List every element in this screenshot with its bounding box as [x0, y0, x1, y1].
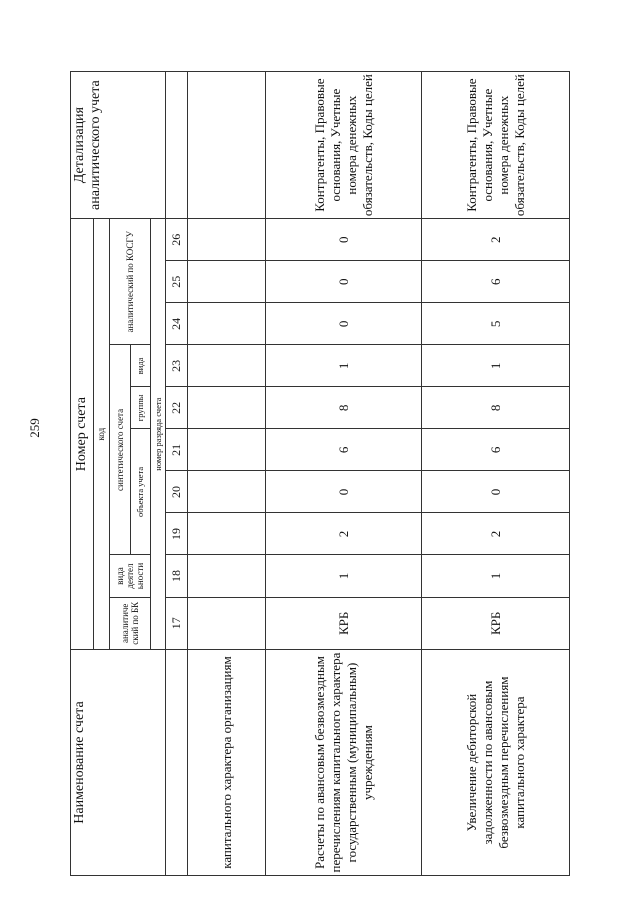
value-cell: [188, 597, 265, 650]
header-analytic-bk: аналитиче ский по БК: [110, 597, 151, 650]
value-cell: 8: [265, 387, 422, 429]
digit-cell: 26: [165, 219, 188, 261]
header-analytic-detail: Детализация аналитического учета: [71, 72, 166, 219]
value-cell: 0: [265, 303, 422, 345]
value-cell: [188, 555, 265, 597]
value-cell: 0: [265, 471, 422, 513]
table-row: [422, 72, 570, 876]
value-cell: [188, 471, 265, 513]
value-cell: 2: [422, 219, 570, 261]
header-accounting-object: объекта учета: [130, 429, 151, 555]
digit-cell: 19: [165, 513, 188, 555]
detail-cell: [188, 72, 265, 219]
value-cell: [188, 387, 265, 429]
value-cell: 1: [422, 555, 570, 597]
header-activity-type: вида деятел ьности: [110, 555, 151, 597]
value-cell: 0: [265, 261, 422, 303]
header-digit-number: номер разряда счета: [151, 219, 165, 650]
digit-cell: 21: [165, 429, 188, 471]
page-number: 259: [27, 418, 42, 438]
value-cell: 5: [422, 303, 570, 345]
value-cell: 6: [422, 429, 570, 471]
value-cell: [188, 261, 265, 303]
account-name-cell: Расчеты по авансовым безвозмездным перечислениям капитального характера государственным (муниципальным) учреждениям: [265, 650, 422, 876]
value-cell: [188, 429, 265, 471]
value-cell: 6: [265, 429, 422, 471]
detail-cell: Контрагенты, Правовые основания, Учетные номера денежных обязательств, Коды целей: [422, 72, 570, 219]
header-code: код: [93, 219, 109, 650]
digit-cell: 23: [165, 345, 188, 387]
value-cell: 1: [265, 345, 422, 387]
value-cell: 2: [265, 513, 422, 555]
header-group: группы: [130, 387, 151, 429]
digit-cell: 25: [165, 261, 188, 303]
header-digit-spacer: [165, 650, 188, 876]
value-cell: [188, 345, 265, 387]
table-row: [188, 72, 265, 876]
digit-cell: 24: [165, 303, 188, 345]
value-cell: КРБ: [422, 597, 570, 650]
account-table: [70, 71, 570, 876]
digit-cell: 20: [165, 471, 188, 513]
header-type: вида: [130, 345, 151, 387]
value-cell: 0: [422, 471, 570, 513]
value-cell: КРБ: [265, 597, 422, 650]
digit-cell: 18: [165, 555, 188, 597]
value-cell: 0: [265, 219, 422, 261]
value-cell: 8: [422, 387, 570, 429]
digit-cell: 17: [165, 597, 188, 650]
value-cell: [188, 513, 265, 555]
value-cell: [188, 303, 265, 345]
header-account-name: Наименование счета: [71, 650, 166, 876]
header-digit-spacer: [165, 72, 188, 219]
header-analytic-kosgu: аналитический по КОСГУ: [110, 219, 151, 345]
detail-cell: Контрагенты, Правовые основания, Учетные номера денежных обязательств, Коды целей: [265, 72, 422, 219]
digit-cell: 22: [165, 387, 188, 429]
account-name-cell: Увеличение дебиторской задолженности по авансовым безвозмездным перечислениям капитального характера: [422, 650, 570, 876]
header-account-number: Номер счета: [71, 219, 94, 650]
rotated-table-container: [70, 71, 570, 876]
header-synthetic-account: синтетического счета: [110, 345, 131, 555]
value-cell: 6: [422, 261, 570, 303]
value-cell: 2: [422, 513, 570, 555]
table-row: [265, 72, 422, 876]
value-cell: 1: [422, 345, 570, 387]
value-cell: 1: [265, 555, 422, 597]
account-name-cell: капитального характера организациям: [188, 650, 265, 876]
value-cell: [188, 219, 265, 261]
